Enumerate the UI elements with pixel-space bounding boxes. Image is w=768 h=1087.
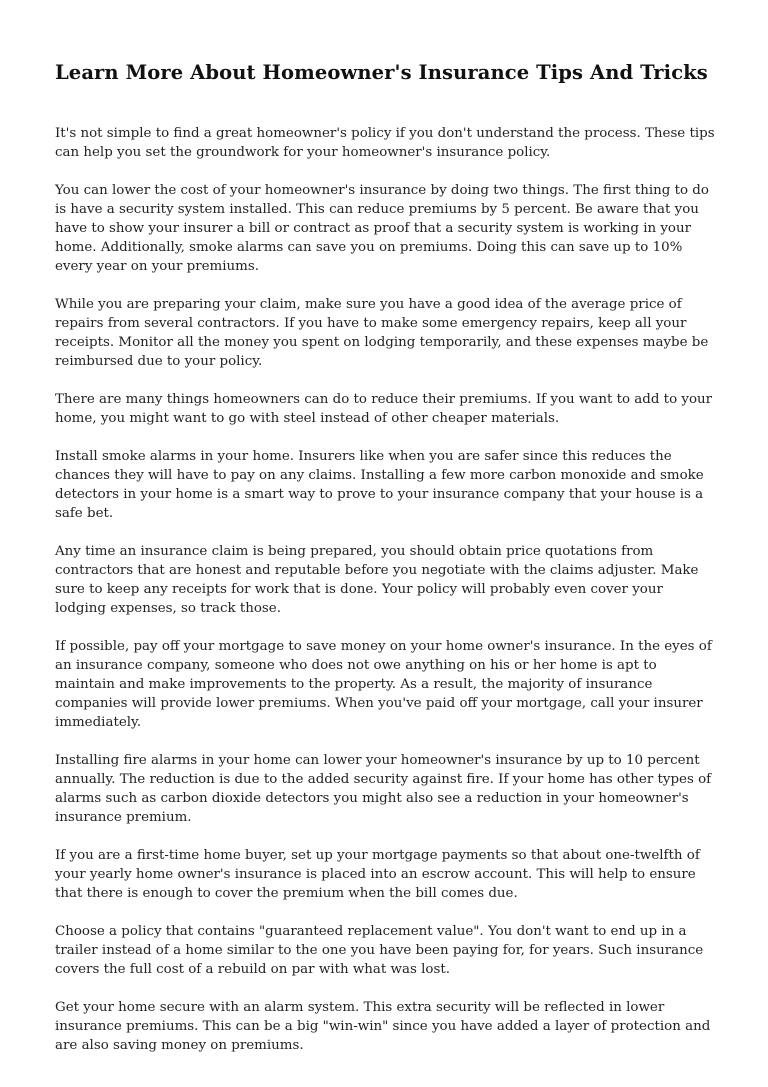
paragraph-2: You can lower the cost of your homeowner's insurance by doing two things. The first thing to do is have a security system installed. This can reduce premiums by 5 percent. Be aware that you have to show your insurer a bill or contract as proof that a security system is working in your home. Additionally, smoke alarms can save you on premiums. Doing this can save up to 10% every year on your premiums.: [55, 183, 709, 274]
paragraph-1: It's not simple to find a great homeowner's policy if you don't understand the process. These tips can help you set the groundwork for your homeowner's insurance policy.: [55, 126, 715, 160]
paragraph-6: Any time an insurance claim is being prepared, you should obtain price quotations from contractors that are honest and reputable before you negotiate with the claims adjuster. Make sure to keep any receipts for work that is done. Your policy will probably even cover your lodging expenses, so track those.: [55, 544, 699, 616]
paragraph-4: There are many things homeowners can do to reduce their premiums. If you want to add to your home, you might want to go with steel instead of other cheaper materials.: [55, 392, 713, 426]
paragraph-9: If you are a first-time home buyer, set up your mortgage payments so that about one-twelfth of your yearly home owner's insurance is placed into an escrow account. This will help to ensure that there is enough to cover the premium when the bill comes due.: [55, 848, 700, 901]
paragraph-7: If possible, pay off your mortgage to save money on your home owner's insurance. In the eyes of an insurance company, someone who does not owe anything on his or her home is apt to maintain and make improvements to the property. As a result, the majority of insurance companies will provide lower premiums. When you've paid off your mortgage, call your insurer immediately.: [55, 639, 712, 730]
paragraph-3: While you are preparing your claim, make sure you have a good idea of the average price of repairs from several contractors. If you have to make some emergency repairs, keep all your receipts. Monitor all the money you spent on lodging temporarily, and these expenses maybe be reimbursed due to your policy.: [55, 297, 709, 369]
document-title: Learn More About Homeowner's Insurance Tips And Tricks: [55, 61, 708, 84]
document-page: [55, 58, 717, 1074]
paragraph-11: Get your home secure with an alarm system. This extra security will be reflected in lower insurance premiums. This can be a big "win-win" since you have added a layer of protection and are also saving money on premiums.: [55, 1000, 711, 1053]
paragraph-5: Install smoke alarms in your home. Insurers like when you are safer since this reduces the chances they will have to pay on any claims. Installing a few more carbon monoxide and smoke detectors in your home is a smart way to prove to your insurance company that your house is a safe bet.: [55, 449, 704, 521]
paragraph-10: Choose a policy that contains "guaranteed replacement value". You don't want to end up in a trailer instead of a home similar to the one you have been paying for, for years. Such insurance covers the full cost of a rebuild on par with what was lost.: [55, 924, 704, 977]
paragraph-8: Installing fire alarms in your home can lower your homeowner's insurance by up to 10 percent annually. The reduction is due to the added security against fire. If your home has other types of alarms such as carbon dioxide detectors you might also see a reduction in your homeowner's insurance premium.: [55, 753, 712, 825]
